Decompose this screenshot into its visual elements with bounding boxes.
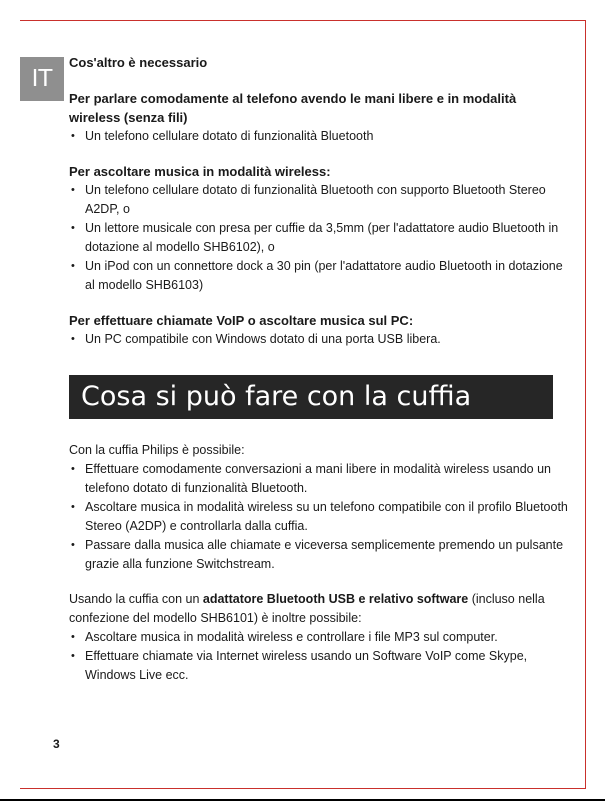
usb-text-bold: adattatore Bluetooth USB e relativo software [202, 592, 469, 606]
bullet-list [69, 330, 569, 349]
intro-text: Con la cuffia Philips è possibile: [69, 443, 245, 457]
bullet-list [69, 628, 569, 685]
page-cut-line [0, 799, 605, 801]
section-usb-adapter [69, 590, 569, 685]
section-heading: Per parlare comodamente al telefono avendo le mani libere e in modalità wireless (senza fili) [69, 91, 517, 125]
page-number: 3 [53, 737, 60, 751]
list-item: • Passare dalla musica alle chiamate e viceversa semplicemente premendo un pulsante grazie alla funzione Switchstream. [69, 536, 569, 574]
list-item: • Effettuare comodamente conversazioni a mani libere in modalità wireless usando un telefono dotato di funzionalità Bluetooth. [69, 460, 569, 498]
section-heading-requirements: Cos'altro è necessario [69, 55, 208, 70]
list-item: • Ascoltare musica in modalità wireless e controllare i file MP3 sul computer. [69, 628, 569, 647]
list-item: • Ascoltare musica in modalità wireless su un telefono compatibile con il profilo Bluetooth Stereo (A2DP) e controllarla dalla cuffia. [69, 498, 569, 536]
list-item: • Un PC compatibile con Windows dotato di una porta USB libera. [69, 330, 569, 349]
section-capabilities [69, 441, 569, 574]
list-item: • Un telefono cellulare dotato di funzionalità Bluetooth [69, 127, 569, 146]
page-border-top [20, 20, 586, 21]
usb-text-pre: Usando la cuffia con un [69, 592, 203, 606]
section-wireless-music [69, 162, 569, 295]
bullet-list [69, 181, 569, 295]
usb-text-post: (incluso nella confezione del modello SHB6101) è inoltre possibile: [69, 592, 545, 625]
language-tab: IT [20, 57, 64, 101]
list-item: • Effettuare chiamate via Internet wireless usando un Software VoIP come Skype, Windows Live ecc. [69, 647, 569, 685]
section-heading: Per ascoltare musica in modalità wireless: [69, 164, 331, 179]
bullet-list [69, 460, 569, 574]
page-border-right [585, 20, 586, 789]
list-item: • Un iPod con un connettore dock a 30 pin (per l'adattatore audio Bluetooth in dotazione al modello SHB6103) [69, 257, 569, 295]
page-border-bottom [20, 788, 586, 789]
section-heading: Per effettuare chiamate VoIP o ascoltare musica sul PC: [69, 313, 414, 328]
bullet-list [69, 127, 569, 146]
list-item: • Un telefono cellulare dotato di funzionalità Bluetooth con supporto Bluetooth Stereo A2DP, o [69, 181, 569, 219]
section-banner-title: Cosa si può fare con la cuffia [69, 375, 553, 419]
usb-paragraph [69, 590, 569, 628]
section-voip-pc [69, 311, 569, 349]
page-content [69, 53, 569, 701]
list-item: • Un lettore musicale con presa per cuffie da 3,5mm (per l'adattatore audio Bluetooth in dotazione al modello SHB6102), o [69, 219, 569, 257]
section-handsfree [69, 89, 569, 146]
